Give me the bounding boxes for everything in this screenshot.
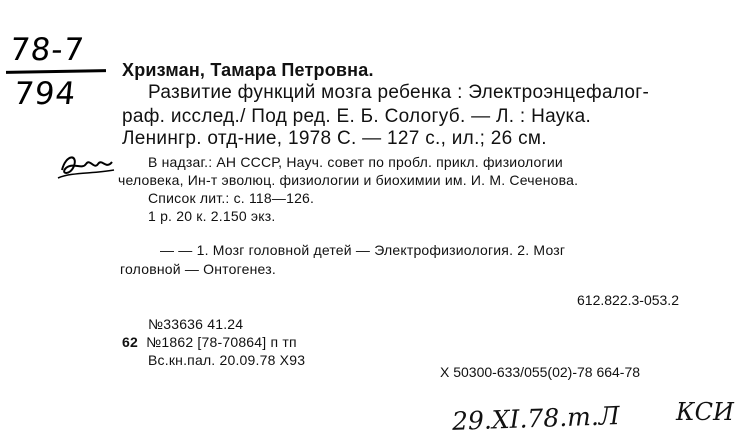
- title-line: раф. исслед./ Под ред. Е. Б. Сологуб. — Л. : Наука.: [122, 106, 592, 127]
- title-line: Развитие функций мозга ребенка : Электроэнцефалог-: [148, 82, 650, 103]
- inventory-line: Вс.кн.пал. 20.09.78 Х93: [148, 352, 306, 368]
- handwritten-mark-icon: [52, 140, 122, 190]
- note-line: Список лит.: с. 118—126.: [148, 190, 315, 206]
- inventory-line: №33636 41.24: [148, 316, 244, 332]
- handwritten-initials: КСИ: [676, 398, 734, 426]
- author-heading: Хризман, Тамара Петровна.: [122, 60, 374, 80]
- subject-line: — — 1. Мозг головной детей — Электрофизиология. 2. Мозг: [160, 242, 566, 258]
- handwritten-date: 29.XI.78.т.Л: [451, 401, 621, 436]
- title-line: Ленингр. отд-ние, 1978 С. — 127 с., ил.; 26 см.: [122, 128, 547, 149]
- shelfmark-divider: [6, 69, 106, 74]
- shelfmark-bottom: 794: [12, 76, 79, 112]
- note-line: человека, Ин-т эволюц. физиологии и биохимии им. И. М. Сеченова.: [118, 172, 579, 188]
- udc-code: 612.822.3-053.2: [577, 292, 679, 308]
- shelfmark-top: 78-7: [8, 32, 87, 68]
- inventory-prefix: 62: [122, 334, 138, 350]
- subject-line: головной — Онтогенез.: [120, 261, 276, 277]
- note-line: В надзаг.: АН СССР, Науч. совет по пробл. прикл. физиологии: [148, 154, 563, 170]
- catalog-code: Х 50300-633/055(02)-78 664-78: [440, 364, 641, 380]
- inventory-line: [122, 334, 297, 350]
- inventory-number: №1862 [78-70864] п тп: [146, 334, 297, 350]
- note-line: 1 р. 20 к. 2.150 экз.: [148, 208, 276, 224]
